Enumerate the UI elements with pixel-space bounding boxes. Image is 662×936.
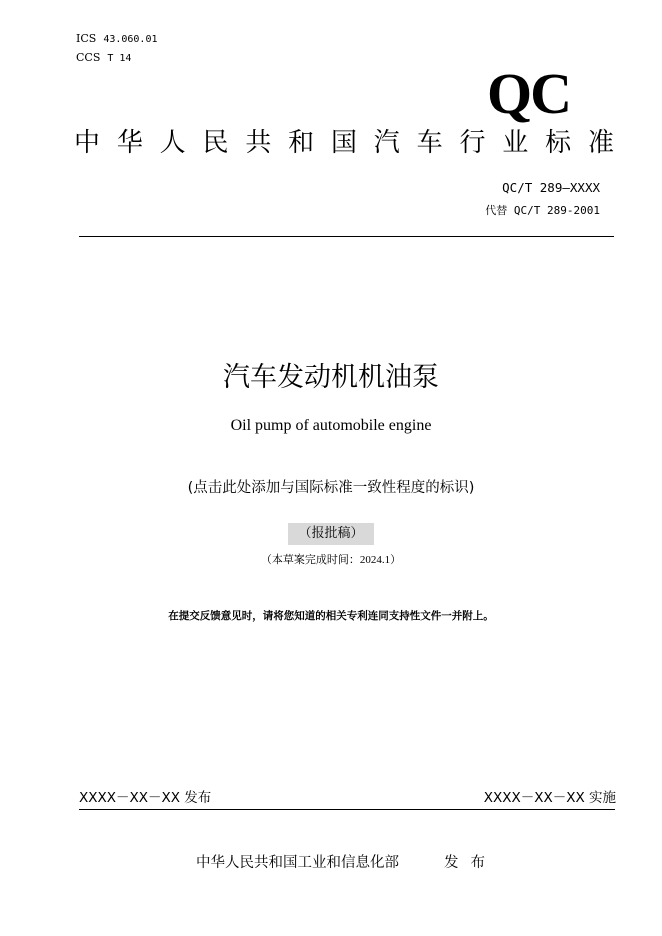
category-char: 车	[416, 128, 443, 158]
draft-label-wrap	[0, 522, 662, 545]
ics-line	[76, 30, 158, 49]
category-char: 行	[459, 128, 486, 158]
ics-code: 43.060.01	[103, 34, 158, 45]
replaces-standard: 代替 QC/T 289-2001	[485, 204, 600, 217]
category-char: 国	[330, 128, 357, 158]
draft-label: （报批稿）	[288, 523, 373, 545]
category-char: 人	[159, 128, 186, 158]
footer-divider	[79, 809, 615, 810]
issue-date: XXXX－XX－XX 发布	[79, 790, 212, 806]
category-char: 业	[502, 128, 529, 158]
category-char: 华	[116, 128, 143, 158]
document-title-en: Oil pump of automobile engine	[230, 417, 432, 434]
completion-date: （本草案完成时间：2024.1）	[260, 554, 402, 566]
implementation-date: XXXX－XX－XX 实施	[483, 790, 616, 806]
header-divider	[79, 236, 614, 237]
ccs-line	[76, 49, 158, 68]
category-char: 共	[245, 128, 272, 158]
feedback-notice: 在提交反馈意见时，请将您知道的相关专利连同支持性文件一并附上。	[168, 610, 494, 622]
standard-category-title	[74, 126, 614, 160]
qc-logo: QC	[487, 61, 570, 126]
category-char: 汽	[373, 128, 400, 158]
consistency-note[interactable]: (点击此处添加与国际标准一致性程度的标识)	[187, 480, 475, 496]
classification-block	[76, 30, 158, 68]
category-char: 标	[545, 128, 572, 158]
document-title-cn: 汽车发动机机油泵	[223, 362, 439, 393]
category-char: 和	[288, 128, 315, 158]
ccs-code: T 14	[107, 53, 132, 64]
category-char: 中	[74, 128, 101, 158]
category-char: 民	[202, 128, 229, 158]
category-char: 准	[587, 128, 614, 158]
ccs-label: CCS	[76, 51, 101, 64]
issue-verb: 发布	[444, 855, 497, 871]
standard-number: QC/T 289—XXXX	[502, 180, 600, 195]
issuing-authority: 中华人民共和国工业和信息化部	[196, 855, 399, 871]
ics-label: ICS	[76, 32, 97, 45]
